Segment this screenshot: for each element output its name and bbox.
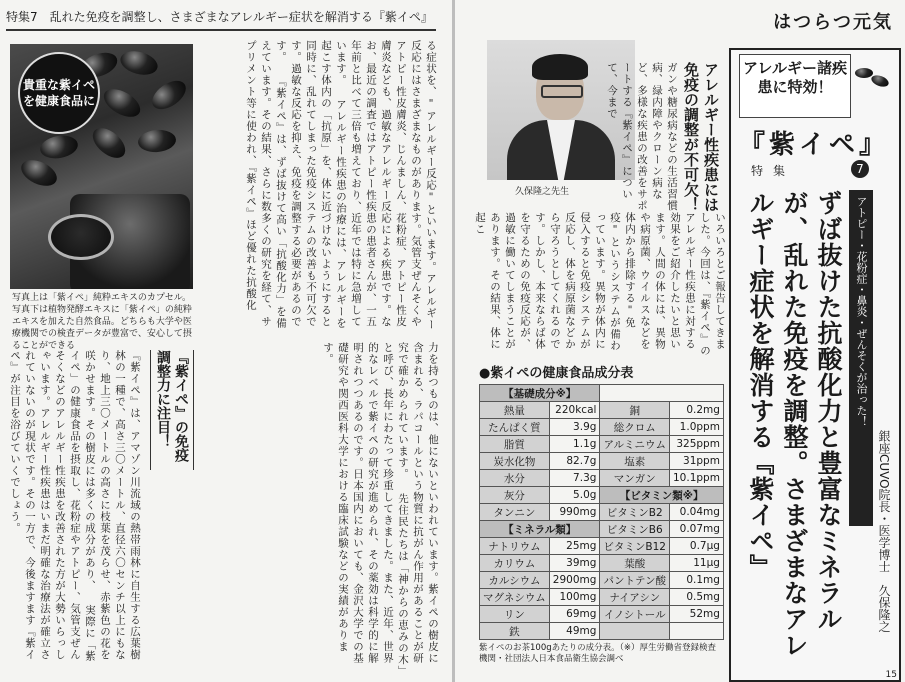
nutrient-name: ビタミンB2: [600, 504, 670, 521]
feature-number: 7: [851, 160, 869, 178]
feature-label: 特集: [751, 164, 796, 178]
nutrient-name: カルシウム: [480, 572, 550, 589]
nutrient-value: 990mg: [549, 504, 600, 521]
nutrition-table: [479, 384, 724, 640]
nutrient-value: [670, 623, 724, 640]
nutrient-name: イノシトール: [600, 606, 670, 623]
nutrient-name: マグネシウム: [480, 589, 550, 606]
table-row: [480, 402, 724, 419]
nutrient-name: 熱量: [480, 402, 550, 419]
table-section-header: 【基礎成分※】: [480, 385, 600, 402]
table-row: [480, 419, 724, 436]
nutrient-value: 220kcal: [549, 402, 600, 419]
page-header: 特集7 乱れた免疫を調整し、さまざまなアレルギー症状を解消する『紫イペ』: [6, 8, 436, 31]
right-page: [455, 0, 905, 682]
nutrient-value: 0.2mg: [670, 402, 724, 419]
main-headline: ずば抜けた抗酸化力と豊富なミネラルが、乱れた免疫を調整。さまざまなアレルギー症状を解消する『紫イペ』: [746, 190, 843, 658]
nutrient-value: 10.1ppm: [670, 470, 724, 487]
nutrient-name: マンガン: [600, 470, 670, 487]
table-section-header: 【ミネラル類】: [480, 521, 600, 538]
capsule-image: [118, 47, 160, 78]
capsule-image: [855, 68, 873, 78]
nutrition-table-block: [479, 362, 719, 665]
nutrient-name: 水分: [480, 470, 550, 487]
table-note: 紫イペのお茶100gあたりの成分表。（※）厚生労働省登録検査機関・社団法人日本食品衛生協会調べ: [479, 643, 716, 664]
capsule-image: [99, 83, 145, 122]
photo-badge: 貴重な紫イペを健康食品に: [18, 52, 100, 134]
table-row: [480, 487, 724, 504]
capsule-image: [870, 73, 890, 89]
nutrient-value: 0.1mg: [670, 572, 724, 589]
table-section-row: [480, 385, 724, 402]
nutrient-value: 69mg: [549, 606, 600, 623]
doctor-hair: [532, 54, 588, 80]
table-row: [480, 504, 724, 521]
table-row: [480, 470, 724, 487]
magazine-brand: はつらつ元気: [773, 12, 893, 33]
nutrient-name: ナトリウム: [480, 538, 550, 555]
nutrient-name: 鉄: [480, 623, 550, 640]
nutrient-value: 25mg: [549, 538, 600, 555]
capsule-image: [87, 122, 130, 163]
nutrient-value: 82.7g: [549, 453, 600, 470]
nutrient-value: 100mg: [549, 589, 600, 606]
nutrient-name: 葉酸: [600, 555, 670, 572]
table-row: [480, 623, 724, 640]
capsule-image: [38, 133, 79, 161]
table-row: [480, 436, 724, 453]
nutrient-name: [600, 623, 670, 640]
feature-title: 『紫イペ』: [738, 130, 889, 160]
doctor-caption: 久保隆之先生: [515, 187, 570, 197]
article-paragraph: 力を持つものは、他にないといわれています。紫イペの樹皮に含まれる、ラパコールという物質に抗がん作用があることが研究で確かめられています。: [397, 342, 439, 664]
capsule-image: [147, 75, 191, 115]
nutrient-name: 塩素: [600, 453, 670, 470]
nutrient-name: アルミニウム: [600, 436, 670, 453]
nutrient-name: カリウム: [480, 555, 550, 572]
nutrient-name: ビタミンB6: [600, 521, 670, 538]
table-row: [480, 538, 724, 555]
nutrient-value: 0.04mg: [670, 504, 724, 521]
nutrient-value: 0.5mg: [670, 589, 724, 606]
nutrient-value: 49mg: [549, 623, 600, 640]
table-row: [480, 453, 724, 470]
nutrient-value: 0.7μg: [670, 538, 724, 555]
upper-text-columns: [200, 40, 438, 332]
body-text: いろいろとご報告してきました。今回は、『紫イペ』のアレルギー性疾患に対する効果をご紹介したいと思います。人間の体には、異物や病原菌、ウイルスなどを体内から排除する"免疫"というシステムが備わっています。異物が体内に侵入すると免疫システムが反応し、体を病原菌などから守ろうとしてくれるのです。しかし、本来ならば体を守るための免疫反応が、過敏に働いてしまうことがあります。その結果、体に起こ: [474, 212, 726, 357]
section-subhead: 『紫イペ』の免疫調整力に注目！: [150, 350, 194, 470]
table-row: [480, 606, 724, 623]
article-paragraph: アレルギー性疾患の治療には、アレルギーを起こす体内の「抗原」を、体に近づけないようにすると同時に、乱れてしまった免疫システムの改善も不可欠です。過敏な反応を抑え、免疫を調整する必要があるのです。: [275, 40, 347, 329]
author-line: 銀座CUVO院長・医学博士 久保隆之: [877, 430, 891, 633]
nutrient-name: リン: [480, 606, 550, 623]
article-paragraph: る症状を、"アレルギー反応"といいます。アレルギー反応にはさまざまなものがあります。気管支ぜんそくやアトピー性皮膚炎、じんましん、花粉症、アトピー性皮膚炎なども、過敏なアレルギー反応による疾患です。なお、最近の調査ではアトピー性疾患の患者さんが、一五年前と比べて三倍も増えており、近年では特に急増しています。: [335, 40, 437, 331]
nutrient-value: 31ppm: [670, 453, 724, 470]
lower-right-columns: [200, 342, 440, 672]
article-paragraph: 『紫イペ』は、ずば抜けて高い「抗酸化力」を備えています。その結果、さらに数多くの研究を経て、サプリメント等に使われ、『紫イペ』ほど優れた抗酸化: [245, 40, 287, 329]
article-paragraph: 実際に「紫イペ」の健康食品を摂取し、花粉症やアトピー、気管支ぜんそくなどのアレルギー性疾患を改善された方が大勢いらっしゃいます。アレルギー性疾患はいまだ明確な治療法が確立されていないのが現状です。その一方で、今後ますます『紫イペ』が注目を浴びていくでしょう。: [9, 350, 96, 662]
nutrient-value: 2900mg: [549, 572, 600, 589]
nutrient-value: 7.3g: [549, 470, 600, 487]
lead-text: ガンや糖尿病などの生活習慣病、緑内障やクローン病など、多様な疾患の改善をサポートする『紫イペ』について、今まで: [606, 62, 678, 212]
nutrient-name: タンニン: [480, 504, 550, 521]
product-photo: [10, 44, 193, 289]
capsule-image: [137, 128, 177, 153]
nutrient-value: 39mg: [549, 555, 600, 572]
lead-heading: アレルギー性疾患には免疫の調整が不可欠！: [682, 62, 720, 212]
nutrient-name: 銅: [600, 402, 670, 419]
nutrient-value: 1.1g: [549, 436, 600, 453]
table-row: [480, 589, 724, 606]
article-paragraph: 『紫イペ』は、アマゾン川流域の熱帯雨林に自生する広葉樹林の一種で、高さ三〇メートル、直径六〇センチ以上にもなり、地上三〇メートルの高さに枝葉を茂らせ、赤紫色の花を咲かせます。その樹皮には多くの成分があり、: [84, 350, 141, 661]
table-section-header: 【ビタミン類※】: [600, 487, 724, 504]
nutrient-value: 325ppm: [670, 436, 724, 453]
lower-left-columns: [9, 350, 142, 670]
nutrient-value: 0.07mg: [670, 521, 724, 538]
feature-title-box: [729, 48, 901, 682]
table-row: [480, 572, 724, 589]
table-title: ●紫イペの健康食品成分表: [479, 366, 634, 381]
nutrient-value: 52mg: [670, 606, 724, 623]
nutrient-value: 11μg: [670, 555, 724, 572]
nutrient-name: 炭水化物: [480, 453, 550, 470]
page-number: 15: [885, 670, 897, 680]
left-page: [0, 0, 452, 682]
nutrient-value: 5.0g: [549, 487, 600, 504]
nutrient-name: ビタミンB12: [600, 538, 670, 555]
photo-caption: 写真上は「紫イペ」純粋エキスのカプセル。写真下は植物発酵エキスに「紫イペ」の純粋エキスを加えた自然食品。どちらも大学や医療機関での検査データが豊富で、安心して摂ることができる: [12, 293, 192, 351]
capsule-image: [17, 155, 61, 191]
topic-strip: アトピー・花粉症・鼻炎・ぜんそくが治った！: [849, 190, 873, 526]
feature-badge: アレルギー諸疾患に特効！: [739, 54, 851, 118]
nutrient-name: 灰分: [480, 487, 550, 504]
table-row: [480, 521, 724, 538]
nutrient-value: 3.9g: [549, 419, 600, 436]
nutrient-name: 総クロム: [600, 419, 670, 436]
table-row: [480, 555, 724, 572]
nutrient-value: 1.0ppm: [670, 419, 724, 436]
article-paragraph: 先住民たちは「神からの恵みの木」と呼び、長年にわたって珍重してきました。また、近年、世界的なレベルで紫イペの研究が進められ、その薬効は科学的に解明されつつあるのです。日本国内においても、金沢大学での基礎研究や関西医科大学における臨床試験などの実績があります。: [322, 342, 409, 672]
nutrient-name: パントテン酸: [600, 572, 670, 589]
nutrient-name: 脂質: [480, 436, 550, 453]
nutrient-name: ナイアシン: [600, 589, 670, 606]
spoon-image: [48, 214, 114, 260]
glasses-icon: [541, 85, 583, 98]
nutrient-name: たんぱく質: [480, 419, 550, 436]
